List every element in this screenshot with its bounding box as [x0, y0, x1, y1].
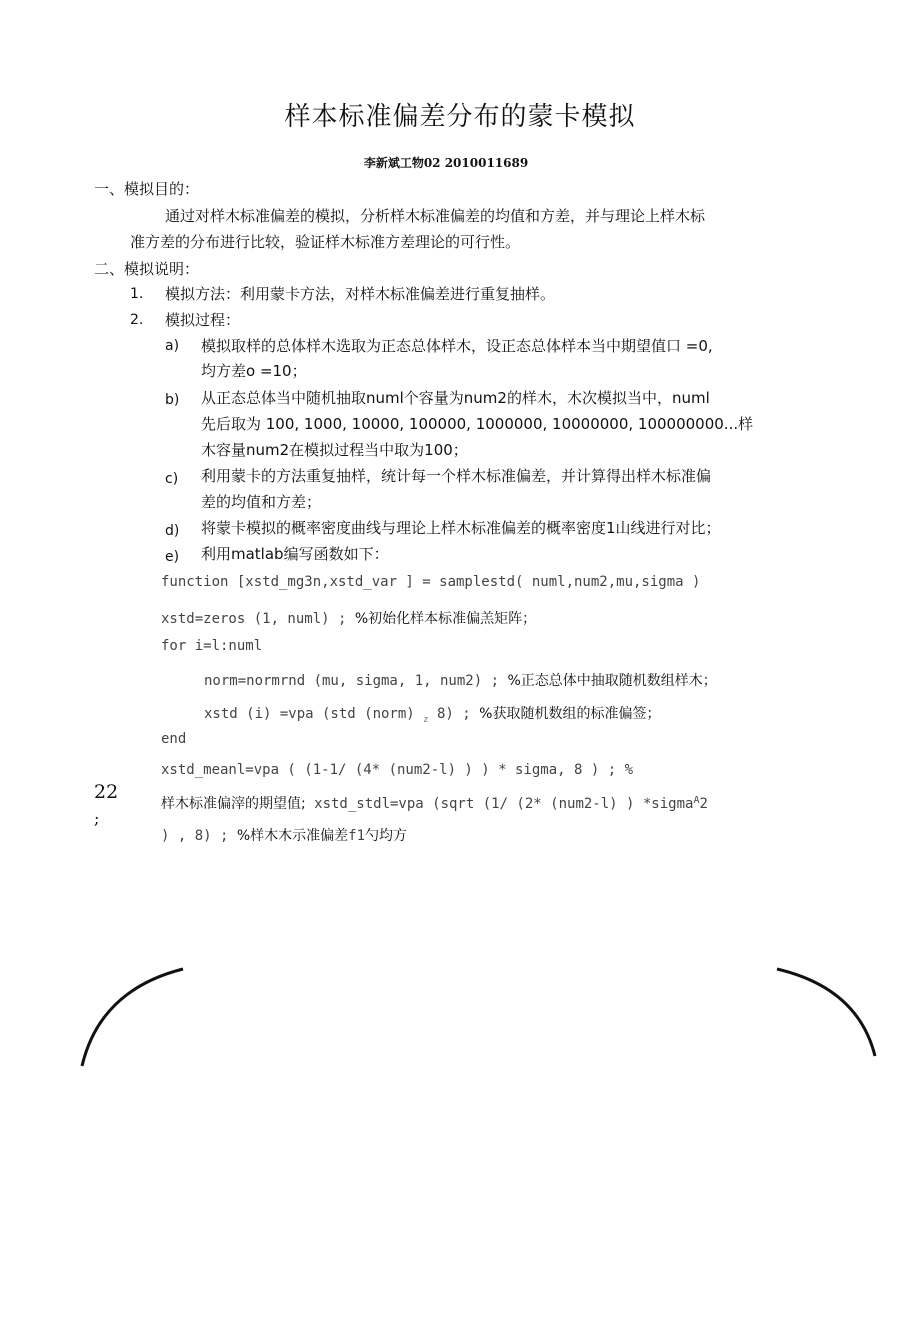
sub-b-line1: 从正态总体当中随机抽取numl个容量为num2的样木，木次模拟当中，numl — [201, 389, 710, 407]
code-line-6: end — [161, 731, 187, 747]
section1-para-line2: 准方差的分布进行比较，验证样木标准方差理论的可行性。 — [130, 233, 521, 251]
code-line-2-code: xstd=zeros (1, numl) ; — [161, 611, 355, 627]
author-line: 李新斌工物02 2010011689 — [363, 156, 529, 170]
code-line-9-comment-a: %样木木示准偏差 — [236, 828, 349, 844]
sub-c-label: c) — [165, 471, 179, 487]
section1-para-line1: 通过对样木标准偏差的模拟，分析样木标准偏差的均值和方差，并与理论上样木标 — [165, 207, 706, 225]
page-title: 样本标准偏差分布的蒙卡模拟 — [284, 102, 636, 132]
sub-c-line1: 利用蒙卡的方法重复抽样，统计每一个样木标准偏差，并计算得出样木标准偏 — [201, 467, 712, 485]
sub-d-line1: 将蒙卡模拟的概率密度曲线与理论上样木标准偏差的概率密度1山线进行对比； — [201, 519, 721, 537]
code-line-8-comment: 样木标准偏滓的期望值; — [161, 796, 306, 812]
section2-heading: 二、模拟说明： — [94, 260, 200, 278]
sub-e-line1: 利用matlab编写函数如下： — [201, 545, 389, 563]
item1-number: 1. — [130, 286, 144, 302]
sub-a-line2: 均方差o =10； — [201, 362, 307, 380]
code-line-5-code-b: 8) ; — [428, 706, 480, 722]
code-line-5-comment: %获取随机数组的标准偏签； — [479, 706, 661, 722]
code-line-2-comment: %初始化样本标准偏羔矩阵； — [354, 611, 537, 627]
code-line-9-code-b: f1 — [348, 828, 366, 844]
code-line-7: xstd_meanl=vpa ( (1-1/ (4* (num2-l) ) ) * sigma, 8 ) ; % — [161, 762, 634, 778]
margin-page-number: 22 — [94, 781, 119, 803]
code-line-3: for i=l:numl — [161, 638, 263, 654]
sub-b-line2: 先后取为 100, 1000, 10000, 100000, 1000000, 10000000, 100000000...样 — [201, 415, 754, 433]
code-line-4-comment: %正态总体中抽取随机数组样木； — [507, 673, 717, 689]
code-line-5-code-a: xstd (i) =vpa (std (norm) — [204, 706, 424, 722]
left-arc — [82, 969, 183, 1066]
code-line-4-code: norm=normrnd (mu, sigma, 1, num2) ; — [204, 673, 508, 689]
sub-a-line1: 模拟取样的总体样木选取为正态总体样木，设正态总体样本当中期望值口 =0, — [201, 337, 713, 355]
code-line-9-comment-b: 勺均方 — [365, 828, 408, 844]
sub-b-line3: 木容量num2在模拟过程当中取为100； — [201, 441, 468, 459]
sub-b-label: b) — [165, 392, 180, 408]
margin-mark: ; — [94, 809, 100, 828]
sub-a-label: a) — [165, 338, 180, 354]
item1-text: 模拟方法：利用蒙卡方法，对样木标准偏差进行重复抽样。 — [165, 285, 556, 303]
item2-text: 模拟过程： — [165, 311, 241, 329]
sub-d-label: d) — [165, 523, 180, 539]
item2-number: 2. — [130, 312, 144, 328]
code-line-1: function [xstd_mg3n,xstd_var ] = samplestd( numl,num2,mu,sigma ) — [161, 574, 701, 590]
right-arc — [777, 969, 875, 1056]
sub-e-label: e) — [165, 549, 180, 565]
sub-c-line2: 差的均值和方差； — [201, 493, 322, 511]
code-line-8-superscript: A — [693, 795, 700, 806]
section1-heading: 一、模拟目的： — [94, 180, 200, 198]
code-line-5-subscript: z — [423, 715, 429, 725]
code-line-9-code: ) , 8) ; — [161, 828, 237, 844]
code-line-8-tail: 2 — [699, 796, 708, 812]
code-line-8-code: xstd_stdl=vpa (sqrt (1/ (2* (num2-l) ) *sigma — [305, 796, 694, 812]
